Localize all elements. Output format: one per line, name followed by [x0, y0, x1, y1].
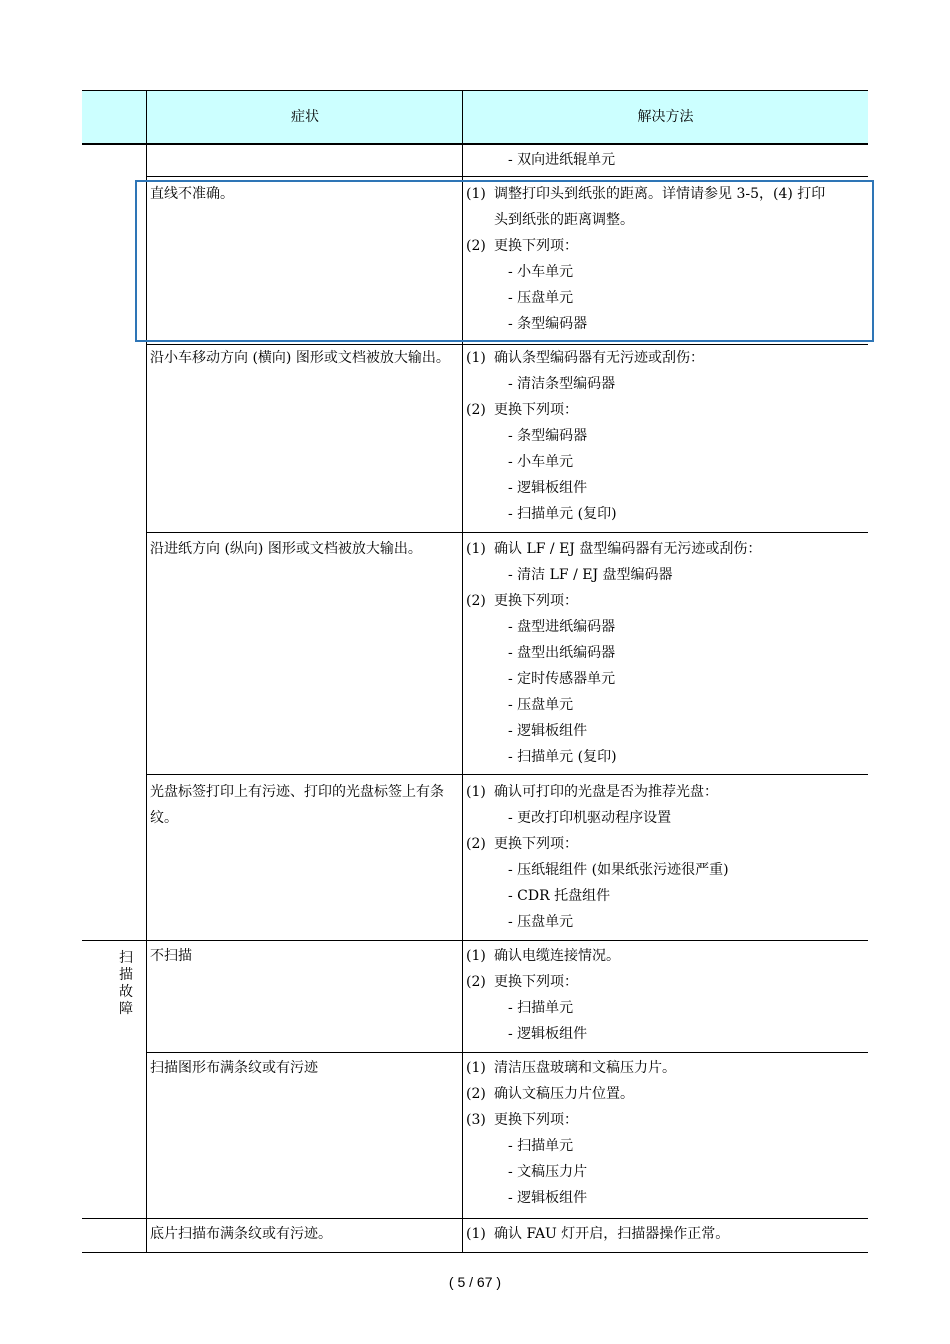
- solution-step: (1) 确认条型编码器有无污迹或刮伤：: [466, 350, 704, 366]
- solution-sub-item: - 清洁条型编码器: [508, 376, 616, 392]
- solution-sub-item: - 压纸辊组件 (如果纸张污迹很严重): [508, 862, 729, 878]
- table-header: [82, 90, 868, 145]
- header-symptom: 症状: [291, 109, 319, 125]
- solution-step: (3) 更换下列项：: [466, 1112, 578, 1128]
- category-scan-failure: 扫 描 故 障: [119, 950, 133, 1017]
- page-number: ( 5 / 67 ): [448, 1274, 502, 1290]
- solution-step: (2) 更换下列项：: [466, 402, 578, 418]
- solution-cell: [466, 1221, 864, 1247]
- solution-step: (1) 确认 FAU 灯开启，扫描器操作正常。: [466, 1226, 730, 1242]
- solution-cell: [466, 779, 864, 935]
- solution-sub-item: - 逻辑板组件: [508, 480, 588, 496]
- solution-step: (1) 确认可打印的光盘是否为推荐光盘：: [466, 784, 718, 800]
- solution-sub-item: - 逻辑板组件: [508, 1190, 588, 1206]
- solution-sub-item: - 定时传感器单元: [508, 671, 616, 687]
- symptom-cell: 光盘标签打印上有污迹、打印的光盘标签上有条纹。: [150, 784, 444, 826]
- solution-sub-item: - 小车单元: [508, 454, 574, 470]
- solution-step: (1) 清洁压盘玻璃和文稿压力片。: [466, 1060, 676, 1076]
- solution-sub-item: - 逻辑板组件: [508, 1026, 588, 1042]
- row-divider: [146, 176, 868, 177]
- solution-sub-item: - 压盘单元: [508, 290, 574, 306]
- solution-step-continued: 头到纸张的距离调整。: [494, 212, 634, 228]
- solution-sub-item: - 压盘单元: [508, 697, 574, 713]
- solution-sub-item: - 文稿压力片: [508, 1164, 588, 1180]
- symptom-cell: 直线不准确。: [150, 186, 234, 202]
- symptom-cell: 沿小车移动方向 (横向) 图形或文档被放大输出。: [150, 350, 450, 366]
- highlight-box: [135, 180, 874, 342]
- solution-sub-item: - 扫描单元 (复印): [508, 749, 617, 765]
- solution-sub-item: - 扫描单元 (复印): [508, 506, 617, 522]
- solution-sub-item: - 条型编码器: [508, 316, 588, 332]
- section-divider: [82, 940, 868, 941]
- solution-sub-item: - 清洁 LF / EJ 盘型编码器: [508, 567, 673, 583]
- solution-sub-item: - 扫描单元: [508, 1138, 574, 1154]
- solution-sub-item: - 小车单元: [508, 264, 574, 280]
- solution-sub-item: - 条型编码器: [508, 428, 588, 444]
- symptom-cell: 沿进纸方向 (纵向) 图形或文档被放大输出。: [150, 541, 422, 557]
- solution-cell: [466, 536, 864, 770]
- solution-sub-item: - 更改打印机驱动程序设置: [508, 810, 672, 826]
- solution-step: (1) 调整打印头到纸张的距离。详情请参见 3-5，(4) 打印: [466, 186, 826, 202]
- symptom-cell: 不扫描: [150, 948, 192, 964]
- solution-sub-item: - 盘型进纸编码器: [508, 619, 616, 635]
- solution-sub-item: - 双向进纸辊单元: [508, 152, 616, 168]
- header-solution: 解决方法: [637, 109, 694, 125]
- solution-step: (2) 更换下列项：: [466, 836, 578, 852]
- solution-cell: [466, 943, 864, 1047]
- solution-sub-item: - 盘型出纸编码器: [508, 645, 616, 661]
- symptom-cell: 底片扫描布满条纹或有污迹。: [150, 1226, 332, 1242]
- row-divider: [146, 532, 868, 533]
- solution-step: (2) 更换下列项：: [466, 593, 578, 609]
- section-divider: [82, 1218, 868, 1219]
- solution-sub-item: - CDR 托盘组件: [508, 888, 611, 904]
- solution-sub-item: - 扫描单元: [508, 1000, 574, 1016]
- solution-cell: [466, 1055, 864, 1211]
- solution-step: (1) 确认 LF / EJ 盘型编码器有无污迹或刮伤：: [466, 541, 762, 557]
- table-bottom-border: [82, 1252, 868, 1253]
- solution-step: (1) 确认电缆连接情况。: [466, 948, 620, 964]
- solution-step: (2) 更换下列项：: [466, 238, 578, 254]
- solution-cell: [466, 147, 864, 173]
- solution-step: (2) 确认文稿压力片位置。: [466, 1086, 634, 1102]
- symptom-cell: 扫描图形布满条纹或有污迹: [150, 1060, 318, 1076]
- row-divider: [146, 1052, 868, 1053]
- row-divider: [146, 774, 868, 775]
- solution-step: (2) 更换下列项：: [466, 974, 578, 990]
- solution-sub-item: - 逻辑板组件: [508, 723, 588, 739]
- solution-cell: [466, 345, 864, 527]
- solution-sub-item: - 压盘单元: [508, 914, 574, 930]
